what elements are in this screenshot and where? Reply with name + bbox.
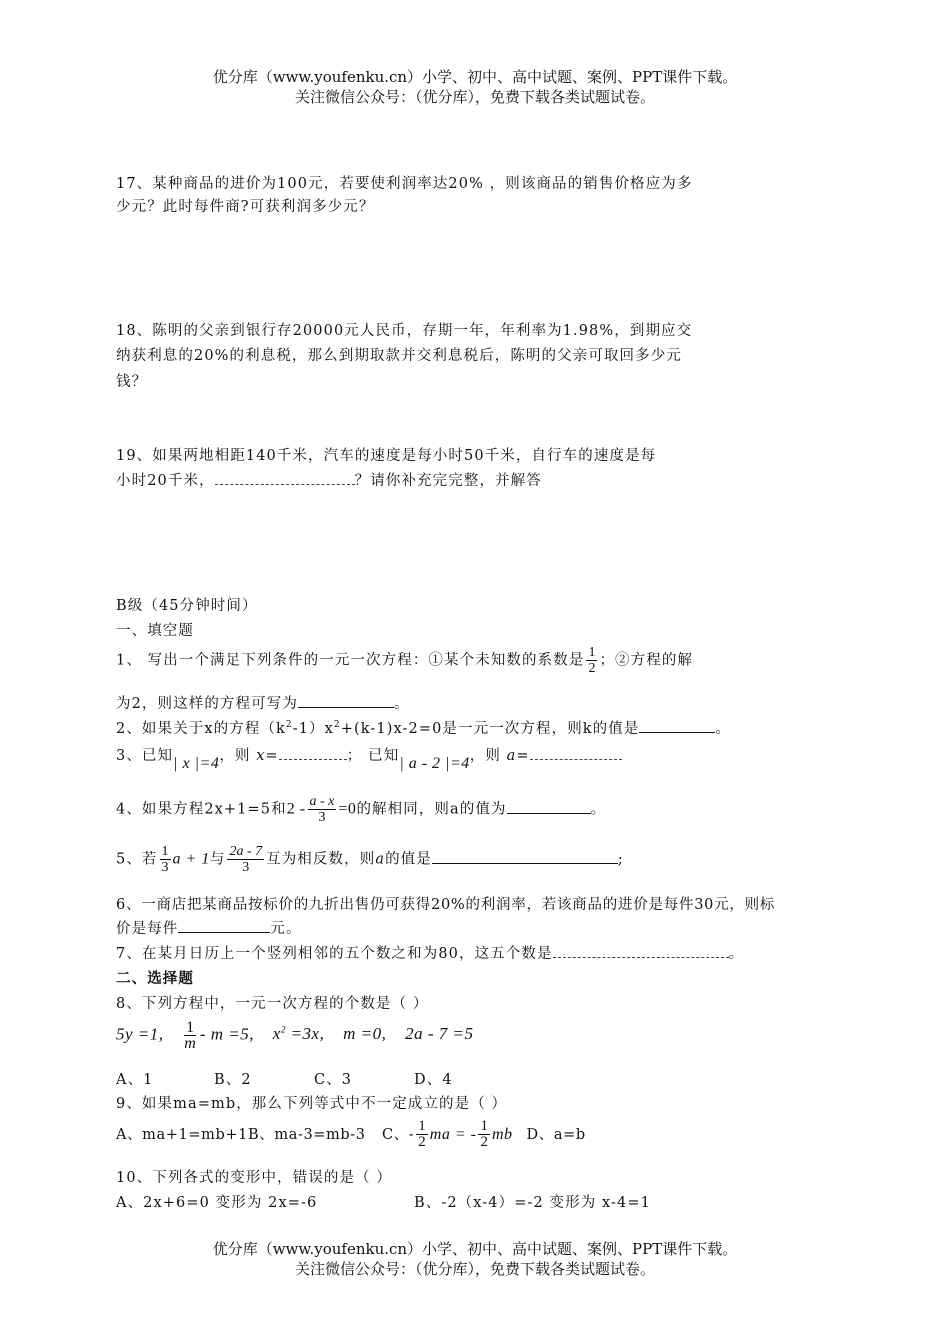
question-10-stem: 10、下列各式的变形中，错误的是（ ） [116, 1170, 392, 1186]
var-x: x [256, 748, 266, 764]
fraction-denominator: 2 [418, 1134, 426, 1150]
question-6-line-1: 6、一商店把某商品按标价的九折出售仍可获得20%的利润率，若该商品的进价是每件30元，则标 [116, 897, 776, 913]
fraction-denominator: 2 [588, 661, 596, 676]
section-fill-blank-title: 一、填空题 [116, 623, 194, 639]
fraction-denominator: 3 [242, 860, 250, 875]
fraction-numerator: 1 [480, 1118, 488, 1134]
question-5 [116, 844, 624, 875]
question-4-math-pre: 2 - [286, 800, 306, 818]
eq-x-sup: 2 [280, 1024, 286, 1035]
question-9-options [116, 1119, 586, 1150]
page-footer [0, 1239, 950, 1279]
question-8-equations [116, 1020, 473, 1051]
question-2-sup-2: 2 [333, 720, 341, 731]
question-6-text-a: 价是每件 [116, 921, 179, 937]
footer-line-2: 关注微信公众号：（优分库），免费下载各类试题试卷。 [294, 1260, 655, 1278]
fraction-denominator: m [184, 1035, 196, 1052]
q10-option-b[interactable]: B、-2（x-4）=-2 变形为 x-4=1 [414, 1195, 651, 1211]
question-3-text-c: = [265, 748, 279, 764]
fraction-one-third [160, 844, 171, 875]
question-4-math-post: =0 [338, 800, 357, 818]
question-9-stem: 9、如果ma=mb，那么下列等式中不一定成立的是（ ） [116, 1096, 508, 1112]
question-1-line-2 [116, 692, 410, 713]
question-2-text-c: +(k-1)x-2=0是一元一次方程，则k的值是 [340, 721, 640, 737]
question-5-text-c: 互为相反数，则 [266, 851, 376, 868]
question-1-line-1 [116, 645, 693, 676]
question-5-blank[interactable] [432, 849, 618, 864]
question-18-line-3: 钱？ [116, 374, 148, 390]
fraction-numerator: 2a - 7 [229, 844, 263, 859]
fraction-one-over-m [182, 1020, 198, 1051]
question-4 [116, 794, 606, 825]
question-2-text-a: 2、如果关于x的方程（k [116, 721, 286, 737]
q9-option-c-mid: ma = - [429, 1125, 477, 1143]
question-6-text-b: 元。 [270, 921, 302, 937]
fraction-numerator: 1 [588, 645, 596, 660]
question-19-blank[interactable] [215, 470, 355, 485]
q8-option-d[interactable]: D、4 [414, 1072, 453, 1088]
eq-2a-minus-7: 2a - 7 =5 [405, 1024, 474, 1044]
q8-option-a[interactable]: A、1 [116, 1072, 154, 1088]
q9-option-c[interactable] [382, 1118, 513, 1150]
question-1-text-d: 。 [393, 696, 410, 712]
question-5-text-b: 与 [209, 851, 226, 868]
question-19-line-1: 19、如果两地相距140千米，汽车的速度是每小时50千米，自行车的速度是每 [116, 448, 657, 464]
question-5-math: a + 1 [172, 850, 210, 868]
question-4-text-a: 4、如果方程2x+1=5和 [116, 801, 287, 818]
eq-5y: 5y =1, [116, 1024, 164, 1044]
fraction-numerator: a - x [309, 794, 335, 809]
question-5-text-a: 5、若 [116, 851, 158, 868]
header-line-2: 关注微信公众号：（优分库），免费下载各类试题试卷。 [294, 88, 655, 106]
var-a: a [506, 748, 517, 764]
question-7-text-a: 7、在某月日历上一个竖列相邻的五个数之和为80，这五个数是 [116, 946, 553, 962]
fraction-one-half [416, 1119, 428, 1150]
q9-option-c-end: mb [491, 1125, 513, 1143]
q9-option-b[interactable]: B、ma-3=mb-3 [248, 1126, 366, 1143]
section-b-title: B级（45分钟时间） [116, 598, 258, 614]
abs-a-equation: | a - 2 |=4 [399, 755, 470, 772]
q9-option-a[interactable]: A、ma+1=mb+1 [116, 1126, 248, 1143]
question-3-text-e: ，则 [469, 748, 507, 764]
question-19-text-a: 小时20千米， [116, 473, 215, 489]
question-4-text-b: 的解相同，则a的值为 [356, 801, 507, 818]
question-2 [116, 717, 731, 738]
question-3-blank-1[interactable] [279, 745, 347, 760]
eq-x: x [272, 1024, 281, 1044]
footer-line-1: 优分库（www.youfenku.cn）小学、初中、高中试题、案例、PPT课件下载。 [212, 1240, 738, 1258]
fraction-numerator: 1 [418, 1118, 426, 1134]
fraction-a-minus-x-over-3 [308, 794, 337, 825]
question-5-text-e: ; [617, 851, 624, 868]
question-19-line-2 [116, 469, 542, 490]
fraction-2a-minus-7-over-3 [227, 844, 264, 875]
question-4-blank[interactable] [507, 799, 591, 814]
q8-option-b[interactable]: B、2 [214, 1072, 252, 1088]
question-8-options [116, 1068, 453, 1089]
question-6-line-2 [116, 917, 302, 938]
fraction-one-half [586, 645, 597, 676]
q8-option-c[interactable]: C、3 [314, 1072, 353, 1088]
question-7-text-b: 。 [728, 946, 745, 962]
question-2-blank[interactable] [639, 718, 715, 733]
fraction-one-half-2 [478, 1119, 490, 1150]
fraction-denominator: 2 [480, 1134, 488, 1150]
question-2-text-d: 。 [715, 721, 732, 737]
question-5-text-d: 的值是 [385, 851, 432, 868]
question-8-stem: 8、下列方程中，一元一次方程的个数是（ ） [116, 996, 429, 1012]
question-1-text-b: ；②方程的解 [599, 652, 694, 669]
fraction-denominator: 3 [161, 860, 169, 875]
question-1-text-a: 1、 写出一个满足下列条件的一元一次方程：①某个未知数的系数是 [116, 652, 585, 669]
eq-3x: =3x, [285, 1024, 325, 1044]
question-1-text-c: 为2，则这样的方程可写为 [116, 696, 298, 712]
fraction-numerator: 1 [186, 1019, 195, 1036]
eq-1-over-m: - m =5, [199, 1024, 255, 1044]
question-6-blank[interactable] [178, 918, 270, 933]
eq-m-zero: m =0, [343, 1024, 387, 1044]
question-7-blank[interactable] [553, 943, 729, 958]
q9-option-c-label: C、- [382, 1126, 415, 1143]
question-1-blank[interactable] [298, 693, 394, 708]
question-19-text-b: ？请你补充完完整，并解答 [354, 473, 542, 489]
q9-option-d[interactable]: D、a=b [526, 1126, 586, 1143]
abs-x-equation: | x |=4 [173, 755, 220, 772]
question-10-options [116, 1191, 651, 1212]
question-3-text-b: ，则 [219, 748, 257, 764]
fraction-denominator: 3 [318, 810, 326, 825]
question-17-line-1: 17、某种商品的进价为100元，若要使利润率达20% ，则该商品的销售价格应为多 [116, 176, 693, 192]
page-header [0, 67, 950, 107]
section-choice-title: 二、选择题 [116, 970, 194, 987]
question-2-text-b: -1）x [292, 721, 334, 737]
question-18-line-2: 纳获利息的20%的利息税，那么到期取款并交利息税后，陈明的父亲可取回多少元 [116, 348, 682, 364]
question-3-text-a: 3、已知 [116, 748, 174, 764]
question-3-text-d: ； 已知 [346, 748, 400, 764]
question-18-line-1: 18、陈明的父亲到银行存20000元人民币，存期一年，年利率为1.98%，到期应交 [116, 323, 693, 339]
header-line-1: 优分库（www.youfenku.cn）小学、初中、高中试题、案例、PPT课件下载。 [212, 68, 738, 86]
fraction-numerator: 1 [161, 844, 169, 859]
question-17-line-2: 少元？此时每件商?可获利润多少元？ [116, 199, 375, 215]
question-3-text-f: = [516, 748, 530, 764]
question-2-sup: 2 [285, 720, 293, 731]
question-3 [116, 744, 622, 772]
eq-x-squared [273, 1024, 325, 1043]
var-a: a [375, 851, 386, 868]
question-4-text-c: 。 [590, 801, 607, 818]
question-7 [116, 942, 744, 963]
question-3-blank-2[interactable] [530, 745, 622, 760]
q10-option-a[interactable]: A、2x+6=0 变形为 2x=-6 [116, 1195, 318, 1211]
